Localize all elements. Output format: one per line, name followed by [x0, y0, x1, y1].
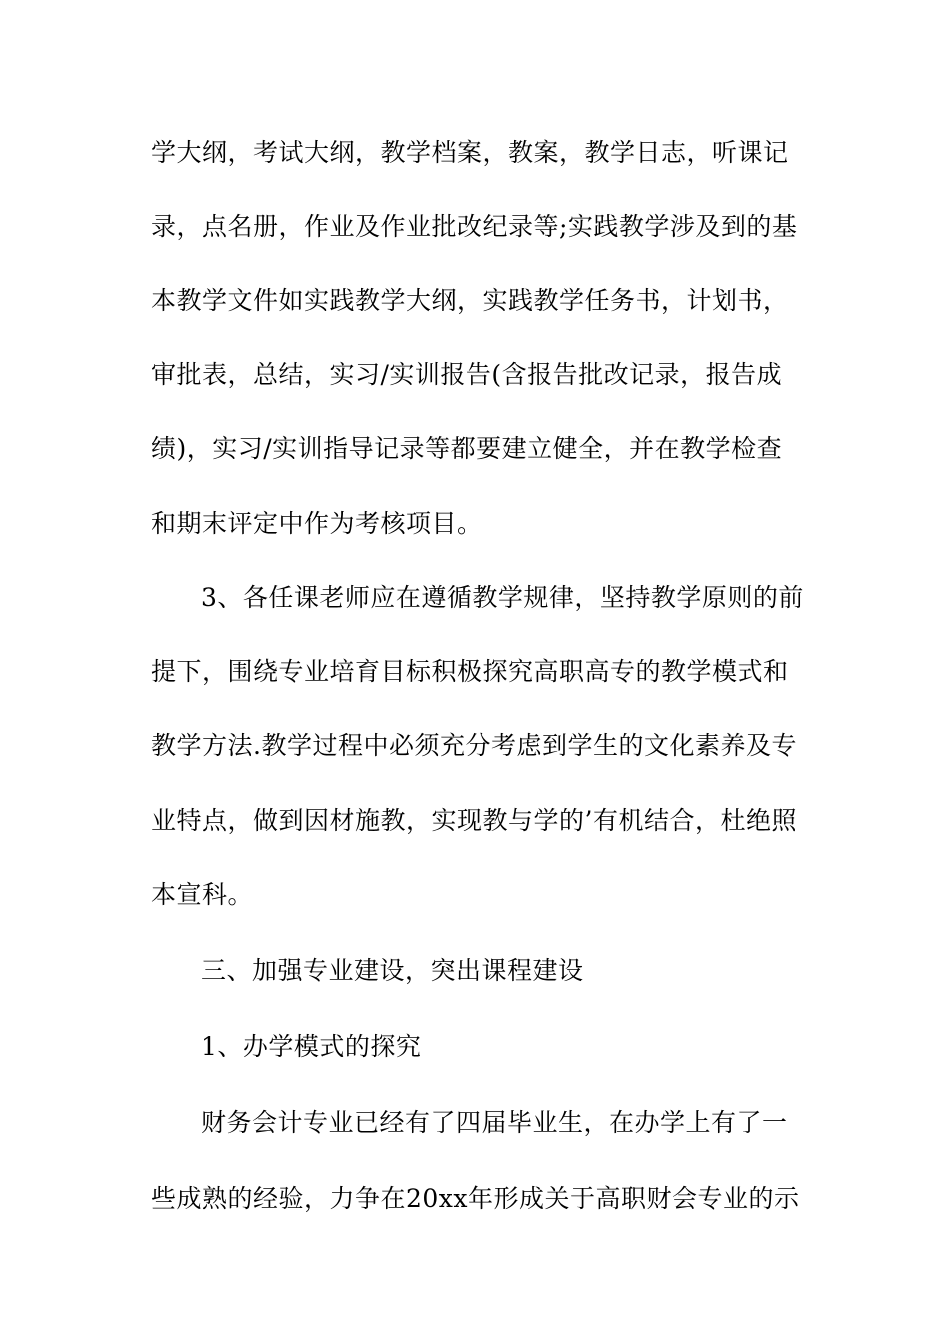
text-line: 绩)，实习/实训指导记录等都要建立健全，并在教学检查	[151, 434, 783, 463]
text-line: 审批表，总结，实习/实训报告(含报告批改记录，报告成	[151, 360, 783, 389]
paragraph-start-line: 3、各任课老师应在遵循教学规律，坚持教学原则的前	[201, 583, 804, 612]
section-heading: 三、加强专业建设，突出课程建设	[201, 956, 584, 985]
text-line: 些成熟的经验，力争在20xx年形成关于高职财会专业的示	[151, 1184, 800, 1213]
text-line: 业特点，做到因材施教，实现教与学的’有机结合，杜绝照	[151, 806, 797, 835]
text-line: 本教学文件如实践教学大纲，实践教学任务书，计划书，	[151, 286, 789, 315]
text-line: 教学方法.教学过程中必须充分考虑到学生的文化素养及专	[151, 731, 797, 760]
text-line: 录，点名册，作业及作业批改纪录等;实践教学涉及到的基	[151, 212, 798, 241]
text-line: 和期末评定中作为考核项目。	[151, 509, 483, 538]
subsection-heading: 1、办学模式的探究	[201, 1032, 422, 1061]
paragraph-start-line: 财务会计专业已经有了四届毕业生，在办学上有了一	[201, 1108, 788, 1137]
text-line: 提下，围绕专业培育目标积极探究高职高专的教学模式和	[151, 657, 789, 686]
text-line: 本宣科。	[151, 880, 254, 909]
text-line: 学大纲，考试大纲，教学档案，教案，教学日志，听课记	[151, 138, 789, 167]
